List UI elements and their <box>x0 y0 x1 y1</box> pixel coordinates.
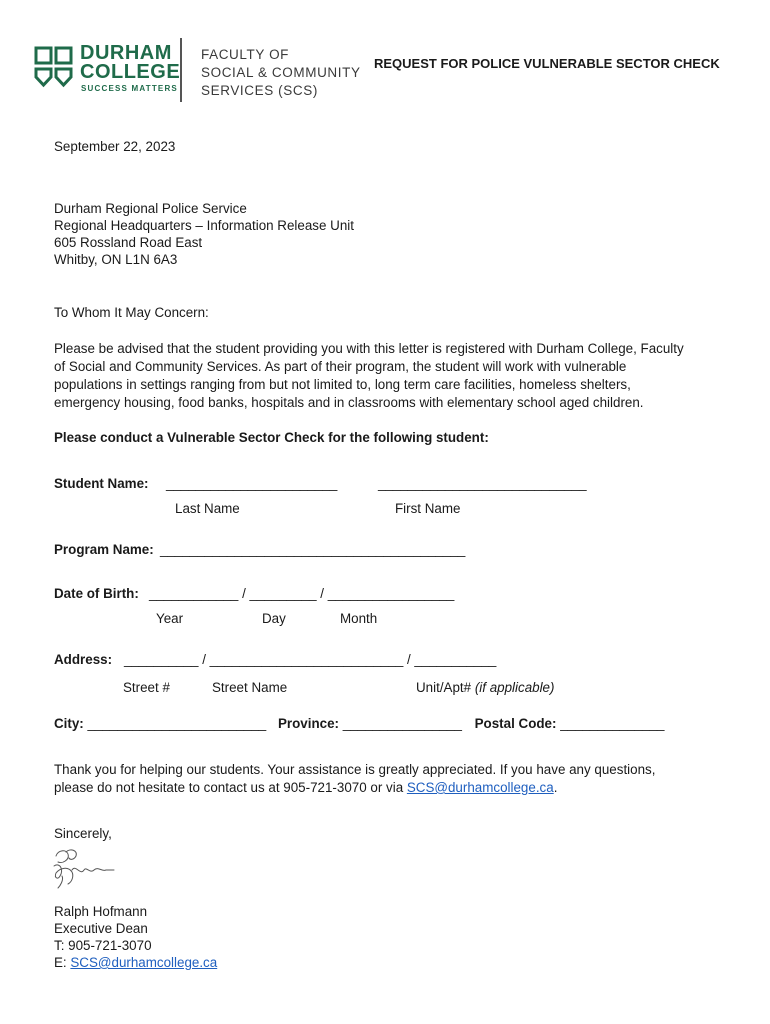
intro-line: populations in settings ranging from but not limited to, long term care facilities, homeless shelters, <box>54 377 631 392</box>
faculty-line: SOCIAL & COMMUNITY <box>201 65 361 80</box>
address-field[interactable]: __________ / __________________________ / ___________ <box>124 652 497 667</box>
closing-paragraph <box>54 761 655 797</box>
recipient-address <box>54 200 354 268</box>
program-name-label: Program Name: <box>54 542 154 557</box>
faculty-name <box>201 46 361 100</box>
contact-email-link[interactable]: SCS@durhamcollege.ca <box>406 780 554 795</box>
city-field[interactable]: ________________________ <box>87 716 267 731</box>
signer-email-line <box>54 954 217 971</box>
dob-label: Date of Birth: <box>54 586 139 601</box>
salutation: To Whom It May Concern: <box>54 305 209 320</box>
durham-college-logo-icon <box>34 46 74 90</box>
intro-line: emergency housing, food banks, hospitals and in classrooms with elementary school aged children. <box>54 395 644 410</box>
postal-code-label: Postal Code: <box>474 716 557 731</box>
signer-email-link[interactable]: SCS@durhamcollege.ca <box>70 955 218 970</box>
intro-line: of Social and Community Services. As part of their program, the student will work with vulnerable <box>54 359 627 374</box>
closing-line-text: please do not hesitate to contact us at 905-721-3070 or via <box>54 780 407 795</box>
closing-line-end: . <box>553 780 558 795</box>
intro-paragraph <box>54 340 684 412</box>
signer-name: Ralph Hofmann <box>54 904 148 919</box>
dob-field[interactable]: ____________ / _________ / _________________ <box>149 586 455 601</box>
unit-caption-note: (if applicable) <box>474 680 555 695</box>
logo-word-college: COLLEGE <box>80 61 181 83</box>
first-name-caption: First Name <box>395 501 461 516</box>
province-label: Province: <box>277 716 339 731</box>
header-divider <box>180 38 182 102</box>
last-name-field[interactable]: _______________________ <box>166 476 338 491</box>
province-field[interactable]: ________________ <box>342 716 462 731</box>
student-name-label: Student Name: <box>54 476 149 491</box>
unit-caption <box>416 680 554 695</box>
postal-code-field[interactable]: ______________ <box>560 716 665 731</box>
program-name-field[interactable]: _________________________________________ <box>160 542 466 557</box>
unit-caption-label: Unit/Apt# <box>416 680 472 695</box>
year-caption: Year <box>156 611 184 626</box>
recipient-line: Whitby, ON L1N 6A3 <box>54 252 178 267</box>
closing-line-2 <box>54 779 655 797</box>
instruction-text: Please conduct a Vulnerable Sector Check for the following student: <box>54 430 489 445</box>
signer-email-prefix: E: <box>54 955 71 970</box>
street-number-caption: Street # <box>123 680 170 695</box>
last-name-caption: Last Name <box>175 501 240 516</box>
recipient-line: 605 Rossland Road East <box>54 235 203 250</box>
logo-word-durham: DURHAM <box>80 42 172 64</box>
day-caption: Day <box>262 611 286 626</box>
form-title: REQUEST FOR POLICE VULNERABLE SECTOR CHECK <box>374 56 720 71</box>
street-name-caption: Street Name <box>212 680 288 695</box>
city-province-postal-row <box>54 716 664 731</box>
intro-line: Please be advised that the student providing you with this letter is registered with Durham College, Faculty <box>54 341 684 356</box>
faculty-line: SERVICES (SCS) <box>201 83 318 98</box>
recipient-line: Durham Regional Police Service <box>54 201 247 216</box>
signer-title: Executive Dean <box>54 921 148 936</box>
recipient-line: Regional Headquarters – Information Release Unit <box>54 218 354 233</box>
address-label: Address: <box>54 652 113 667</box>
signer-phone: T: 905-721-3070 <box>54 938 152 953</box>
signature-image <box>50 846 120 892</box>
logo-tagline: SUCCESS MATTERS <box>81 84 178 93</box>
sincerely: Sincerely, <box>54 826 112 841</box>
closing-line: Thank you for helping our students. Your assistance is greatly appreciated. If you have any questions, <box>54 762 656 777</box>
first-name-field[interactable]: ____________________________ <box>378 476 587 491</box>
month-caption: Month <box>340 611 378 626</box>
city-label: City: <box>54 716 84 731</box>
letter-date: September 22, 2023 <box>54 139 176 154</box>
signature-block <box>54 903 217 971</box>
faculty-line: FACULTY OF <box>201 47 290 62</box>
